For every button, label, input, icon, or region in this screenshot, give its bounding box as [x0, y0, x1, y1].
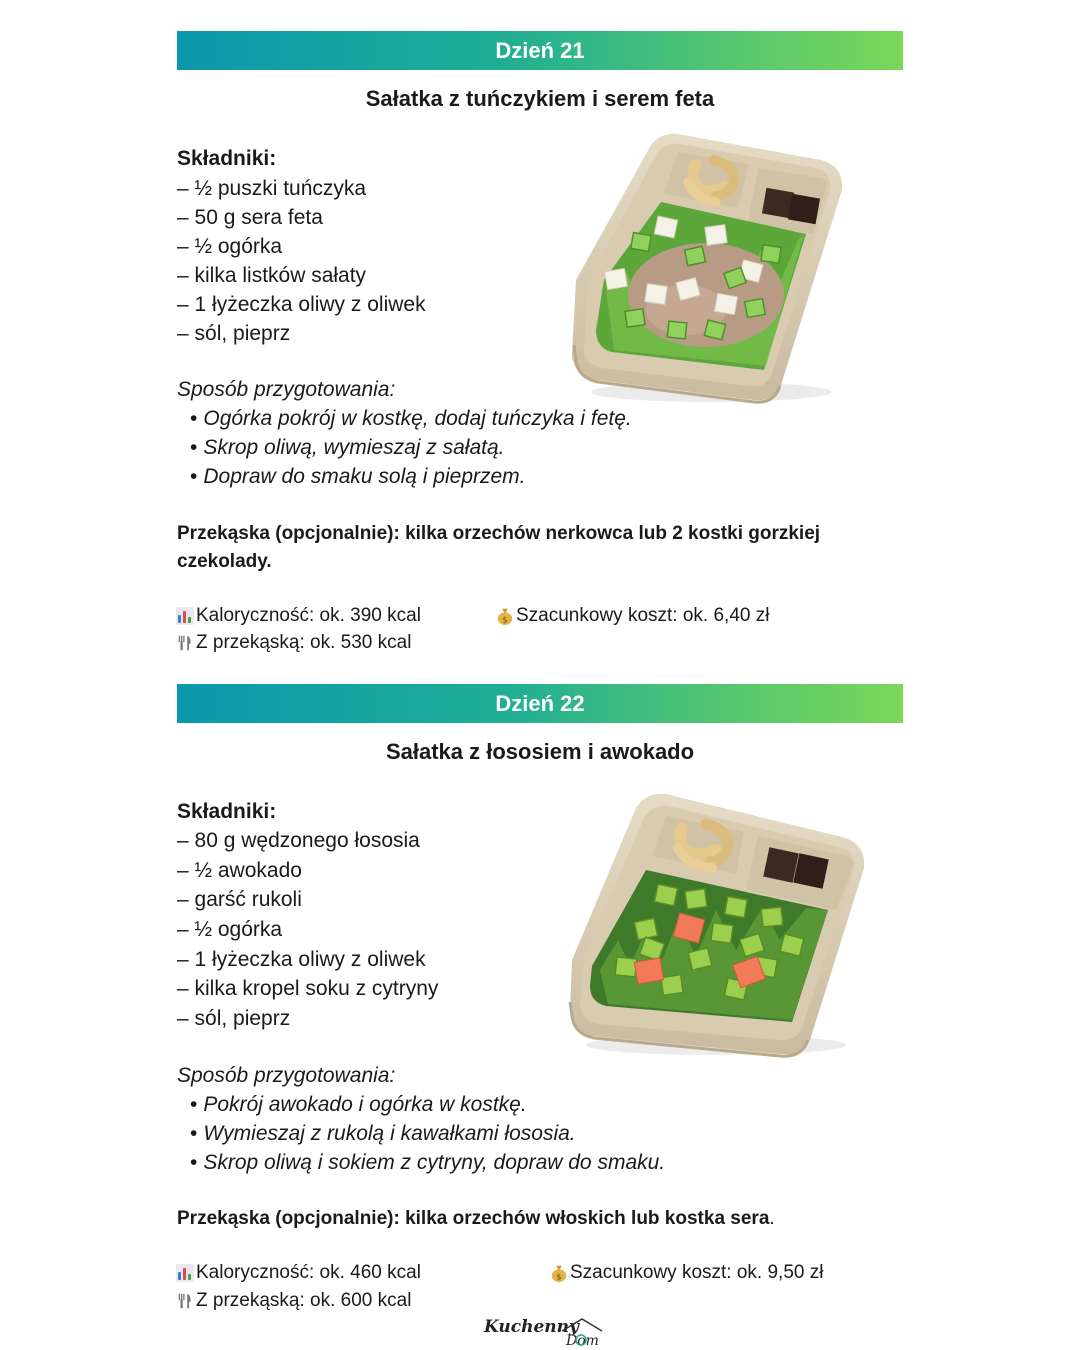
bullet: •: [190, 1151, 198, 1174]
fork-knife-icon: [176, 1292, 194, 1310]
ingredient-item: – kilka listków sałaty: [177, 264, 367, 287]
ingredient-item: – garść rukoli: [177, 888, 302, 912]
salmon-avocado-lunchbox-image: [566, 790, 868, 1060]
preparation-step: • Ogórka pokrój w kostkę, dodaj tuńczyka i fetę.: [190, 407, 632, 430]
day-21-calories: Kaloryczność: ok. 390 kcal: [176, 605, 421, 627]
day-22-recipe-title: Sałatka z łososiem i awokado: [385, 739, 695, 764]
ingredient-item: – ½ puszki tuńczyka: [177, 177, 367, 200]
preparation-step: • Pokrój awokado i ogórka w kostkę.: [190, 1093, 527, 1116]
bullet: •: [190, 436, 198, 459]
day-22-ingredients-heading: Składniki:: [177, 800, 277, 823]
day-21-snack: Przekąska (opcjonalnie): kilka orzechów nerkowca lub 2 kostki gorzkiej czekolady.: [177, 523, 821, 572]
bullet: •: [190, 407, 198, 430]
day-22-preparation-heading: Sposób przygotowania:: [177, 1064, 396, 1087]
money-bag-icon: [550, 1264, 568, 1282]
money-bag-icon: [496, 607, 514, 625]
day-21-banner: [177, 31, 903, 70]
bullet: •: [190, 1122, 198, 1145]
ingredient-item: – 1 łyżeczka oliwy z oliwek: [177, 947, 426, 971]
day-22-banner: [177, 684, 903, 723]
day-22-with-snack: Z przekąską: ok. 600 kcal: [176, 1290, 411, 1312]
ingredient-item: – 50 g sera feta: [177, 206, 323, 229]
svg-text:$: $: [502, 614, 508, 625]
day-22-snack: Przekąska (opcjonalnie): kilka orzechów włoskich lub kostka sera.: [177, 1208, 775, 1229]
ingredient-item: – sól, pieprz: [177, 1007, 291, 1031]
kuchenny-dom-logo: [478, 1313, 608, 1349]
day-21-label: Dzień 21: [495, 37, 585, 63]
ingredient-item: – 80 g wędzonego łososia: [177, 829, 420, 852]
preparation-step: • Dopraw do smaku solą i pieprzem.: [190, 465, 526, 488]
ingredient-item: – sól, pieprz: [177, 322, 291, 345]
ingredient-item: – ½ awokado: [177, 858, 302, 882]
day-21-cost: $ Szacunkowy koszt: ok. 6,40 zł: [496, 605, 769, 627]
day-22-preparation-list: [190, 1090, 665, 1177]
ingredient-item: – ½ ogórka: [177, 235, 283, 258]
bar-chart-icon: [176, 607, 194, 625]
preparation-step: • Wymieszaj z rukolą i kawałkami łososia.: [190, 1122, 576, 1145]
fork-knife-icon: [176, 634, 194, 652]
day-21-preparation-list: [190, 404, 632, 491]
house-logo-icon: [478, 1313, 608, 1349]
day-22-ingredients-list: [177, 826, 438, 1034]
ingredient-item: – kilka kropel soku z cytryny: [177, 977, 439, 1001]
bar-chart-icon: [176, 1264, 194, 1282]
day-21-preparation-heading: Sposób przygotowania:: [177, 378, 396, 401]
day-21-with-snack: Z przekąską: ok. 530 kcal: [176, 632, 411, 654]
logo-text-dom: Dom: [566, 1333, 599, 1349]
day-22-calories: Kaloryczność: ok. 460 kcal: [176, 1262, 421, 1284]
day-22-label: Dzień 22: [495, 690, 585, 716]
day-21-recipe-title: Sałatka z tuńczykiem i serem feta: [365, 86, 715, 111]
preparation-step: • Skrop oliwą i sokiem z cytryny, dopraw do smaku.: [190, 1151, 666, 1174]
bullet: •: [190, 1093, 198, 1116]
day-21-ingredients-heading: Składniki:: [177, 147, 277, 170]
day-22-cost: $ Szacunkowy koszt: ok. 9,50 zł: [550, 1262, 823, 1284]
svg-text:$: $: [556, 1271, 562, 1282]
logo-text: Kuchenny: [484, 1317, 579, 1337]
bullet: •: [190, 465, 198, 488]
ingredient-item: – 1 łyżeczka oliwy z oliwek: [177, 293, 426, 316]
ingredient-item: – ½ ogórka: [177, 918, 283, 942]
preparation-step: • Skrop oliwą, wymieszaj z sałatą.: [190, 436, 505, 459]
tuna-salad-lunchbox-image: [566, 130, 848, 408]
day-21-ingredients-list: [177, 174, 426, 348]
